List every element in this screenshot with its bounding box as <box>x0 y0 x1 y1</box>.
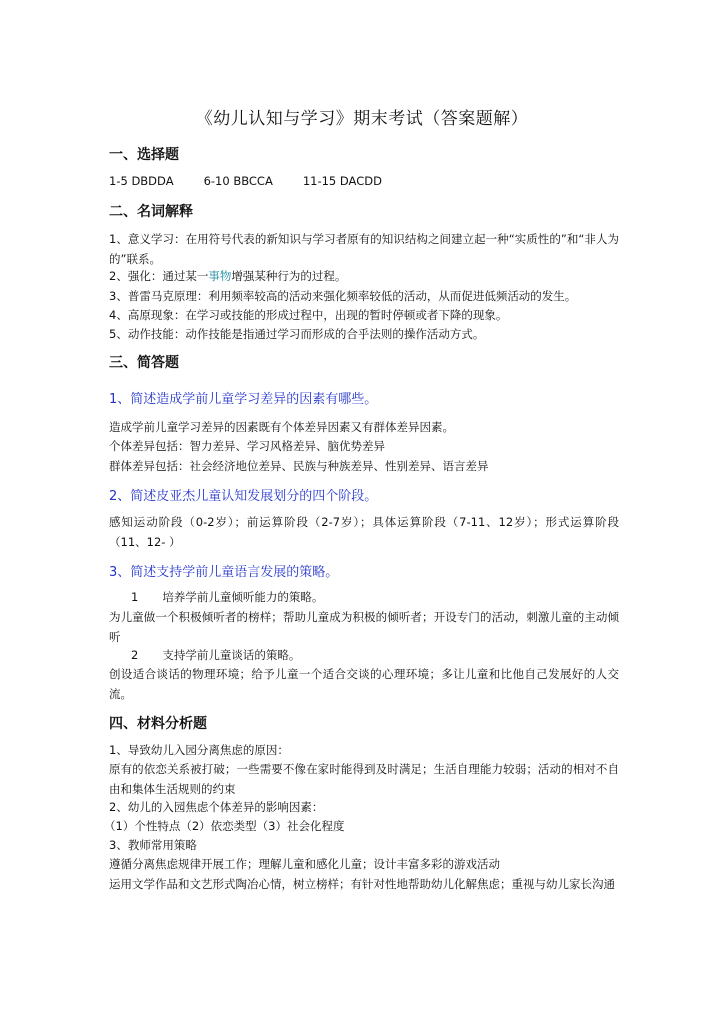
analysis-line-2: 原有的依恋关系被打破；一些需要不像在家时能得到及时满足；生活自理能力较弱；活动的相对不自由和集体生活规则的约束 <box>109 762 619 796</box>
analysis-line-5: 3、教师常用策略 <box>109 838 197 852</box>
answer-11-15: 11-15 DACDD <box>302 174 382 188</box>
q3-item-2-number: 2 <box>131 648 139 662</box>
term-2-end: 增强某种行为的过程。 <box>231 269 347 283</box>
term-4: 4、高原现象：在学习或技能的形成过程中，出现的暂时停顿或者下降的现象。 <box>109 308 508 322</box>
q1-line-1: 造成学前儿童学习差异的因素既有个体差异因素又有群体差异因素。 <box>109 420 454 434</box>
q3-line-1: 为儿童做一个积极倾听者的榜样；帮助儿童成为积极的倾听者；开设专门的活动，刺激儿童的主动倾听 <box>109 610 619 644</box>
term-1: 1、意义学习：在用符号代表的新知识与学习者原有的知识结构之间建立起一种“实质性的”和“非人为的”联系。 <box>109 232 619 266</box>
q3-item-1-number: 1 <box>131 590 139 604</box>
section-heading-short-answer: 三、简答题 <box>109 355 179 371</box>
term-2-start: 2、强化：通过某一 <box>109 269 209 283</box>
q3-item-2 <box>131 645 300 665</box>
page-title: 《幼儿认知与学习》期末考试（答案题解） <box>195 109 529 129</box>
choice-answers <box>109 171 619 191</box>
question-2: 2、简述皮亚杰儿童认知发展划分的四个阶段。 <box>109 489 378 504</box>
term-5: 5、动作技能：动作技能是指通过学习而形成的合乎法则的操作活动方式。 <box>109 327 485 341</box>
section-heading-terms: 二、名词解释 <box>109 204 193 220</box>
answer-1-5: 1-5 DBDDA <box>109 174 174 188</box>
section-heading-analysis: 四、材料分析题 <box>109 716 207 732</box>
analysis-line-1: 1、导致幼儿入园分离焦虑的原因： <box>109 743 289 757</box>
answer-6-10: 6-10 BBCCA <box>203 174 273 188</box>
q3-item-1-text: 培养学前儿童倾听能力的策略。 <box>162 590 324 604</box>
analysis-line-3: 2、幼儿的入园焦虑个体差异的影响因素： <box>109 800 324 814</box>
term-3: 3、普雷马克原理：利用频率较高的活动来强化频率较低的活动，从而促进低频活动的发生。 <box>109 289 577 303</box>
q1-line-3: 群体差异包括：社会经济地位差异、民族与种族差异、性别差异、语言差异 <box>109 459 489 473</box>
q3-item-1 <box>131 587 323 607</box>
q2-line-1: 感知运动阶段（0-2岁）；前运算阶段（2-7岁）；具体运算阶段（7-11、12岁）；形式运算阶段（11、12- ） <box>109 515 619 549</box>
question-1: 1、简述造成学前儿童学习差异的因素有哪些。 <box>109 392 378 407</box>
analysis-line-6: 遵循分离焦虑规律开展工作；理解儿童和感化儿童；设计丰富多彩的游戏活动 <box>109 857 500 871</box>
section-heading-choice: 一、选择题 <box>109 147 179 163</box>
q1-line-2: 个体差异包括：智力差异、学习风格差异、脑优势差异 <box>109 439 385 453</box>
term-2-link[interactable]: 事物 <box>208 269 232 283</box>
analysis-line-7: 运用文学作品和文艺形式陶冶心情，树立榜样；有针对性地帮助幼儿化解焦虑；重视与幼儿家长沟通 <box>109 877 615 891</box>
q3-item-2-text: 支持学前儿童谈话的策略。 <box>162 648 301 662</box>
q3-line-2: 创设适合谈话的物理环境；给予儿童一个适合交谈的心理环境；多让儿童和比他自己发展好的人交流。 <box>109 667 619 701</box>
term-2 <box>109 266 619 286</box>
question-3: 3、简述支持学前儿童语言发展的策略。 <box>109 565 339 580</box>
analysis-line-4: （1）个性特点（2）依恋类型（3）社会化程度 <box>104 819 345 833</box>
